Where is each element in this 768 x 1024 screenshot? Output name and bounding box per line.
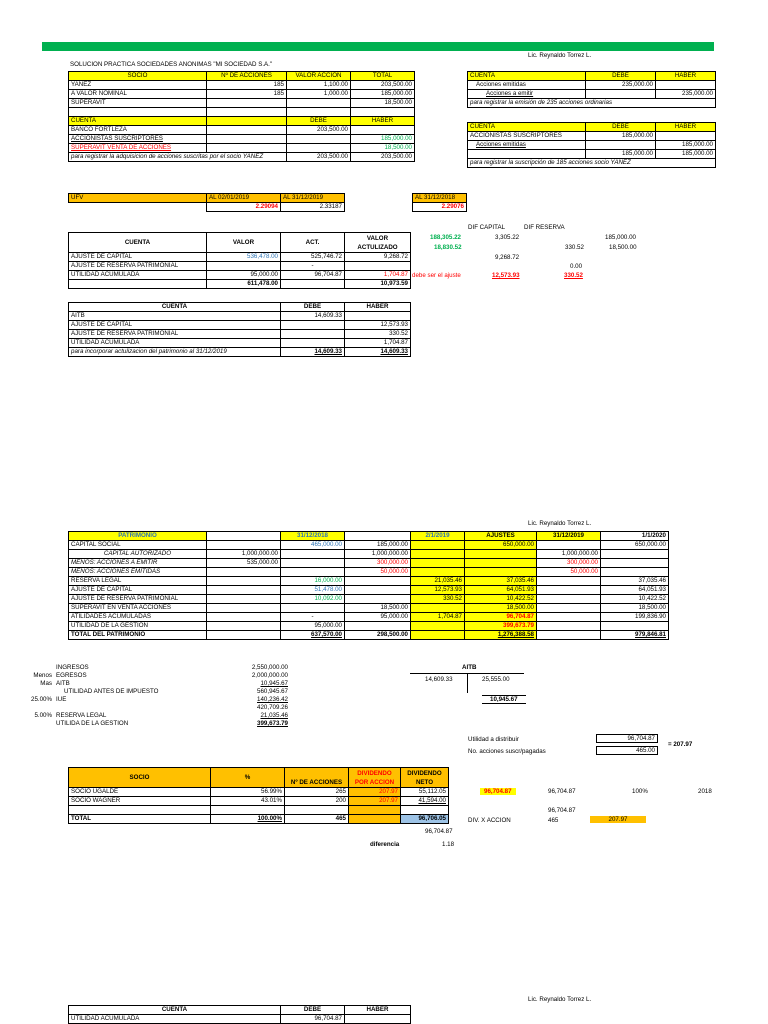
cell: 21,035.46 (411, 577, 465, 586)
cell: 1,704.87 (345, 271, 411, 280)
table-row (14, 688, 290, 696)
cell: 12,573.93 (345, 321, 411, 330)
cell: 265 (285, 788, 349, 797)
cell: TOTAL DEL PATRIMONIO (69, 631, 207, 640)
cell: ACCIONISTAS SUSCRIPTORES (468, 132, 586, 141)
div-value: 96,704.87 (425, 828, 453, 835)
cell: - (281, 262, 345, 271)
table-row (468, 159, 716, 168)
table-row (468, 132, 716, 141)
cell: 16,000.00 (281, 577, 345, 586)
util-label: Utilidad a distribuir (468, 736, 519, 743)
table-row (468, 90, 716, 99)
table-row (69, 271, 411, 280)
update-table (68, 232, 411, 289)
cell: 96,704.87 (281, 1015, 345, 1024)
cell: 64,051.93 (601, 586, 669, 595)
table-row (69, 280, 411, 289)
cell: 95,000.00 (345, 613, 411, 622)
col-div-neto: DIVIDENDO NETO (401, 768, 449, 788)
aitb-journal-table (68, 302, 411, 357)
cell: AITB (56, 680, 70, 687)
col-cuenta: CUENTA (468, 123, 586, 132)
cell: 1,000,000.00 (207, 550, 281, 559)
dif-value: 185,000.00 (605, 234, 636, 241)
cell: 185,000.00 (656, 150, 716, 159)
cell: 203,500.00 (351, 153, 415, 162)
cell: 1,276,388.58 (465, 631, 537, 640)
author-label-1: Lic. Reynaldo Torrez L. (528, 52, 592, 59)
aitb-center-line (467, 673, 468, 693)
cell: EGRESOS (56, 672, 87, 679)
cell: 1,704.87 (345, 339, 411, 348)
table-row (468, 141, 716, 150)
adjust-note: debe ser el ajuste (412, 272, 461, 279)
cell: 1,100.00 (287, 81, 351, 90)
cell: 21,035.46 (260, 712, 288, 719)
col-debe: DEBE (287, 117, 351, 126)
table-row (69, 595, 669, 604)
col-valor-accion: VALOR ACCION (287, 72, 351, 81)
col-cuenta: CUENTA (69, 233, 207, 253)
table-row (69, 153, 415, 162)
cell: para incorporar actulizacion del patrimonio al 31/12/2019 (69, 348, 281, 357)
cell: 2,550,000.00 (251, 664, 288, 671)
cell: CAPITAL AUTORIZADO (69, 550, 207, 559)
cell: 2,000,000.00 (251, 672, 288, 679)
cell (14, 688, 54, 696)
ufv-value-3: 2.29076 (413, 203, 467, 212)
div-year: 2018 (698, 788, 712, 795)
cell: UTILIDAD ACUMULADA (69, 339, 281, 348)
col-haber: HABER (345, 303, 411, 312)
cell: 25.00% (31, 696, 52, 703)
table-row (69, 99, 415, 108)
cell: 51,478.00 (281, 586, 345, 595)
div-percent: 100% (632, 788, 648, 795)
cell: 64,051.93 (465, 586, 537, 595)
col-acciones: Nº DE ACCIONES (285, 768, 349, 788)
table-row (14, 680, 290, 688)
cell: AJUSTE DE RESERVA PATRIMONIAL (69, 330, 281, 339)
cell: 1,704.87 (411, 613, 465, 622)
diferencia-label: diferencia (370, 841, 400, 848)
cell: 10,973.59 (345, 280, 411, 289)
col-debe: DEBE (281, 1006, 345, 1015)
cell: UTILIDAD ANTES DE IMPUESTO (64, 688, 159, 695)
cell: AITB (69, 312, 281, 321)
ufv-value-2: 2.33187 (281, 203, 345, 212)
cell: 14,609.33 (345, 348, 411, 357)
table-row (468, 150, 716, 159)
table-row (69, 348, 411, 357)
green-header-bar (42, 42, 714, 51)
cell: 650,000.00 (465, 541, 537, 550)
cell: ACCIONISTAS SUSCRIPTORES (69, 135, 207, 144)
shares-label: No. acciones suscr/pagadas (468, 748, 546, 755)
cell: 18,500.00 (345, 604, 411, 613)
cell: 650,000.00 (601, 541, 669, 550)
div-value: 96,704.87 (548, 807, 576, 814)
cell: BANCO FORTLEZA (69, 126, 207, 135)
table-row (69, 622, 669, 631)
table-row (69, 541, 669, 550)
cell: SOCIO WAGNER (69, 797, 211, 806)
cell: 300,000.00 (537, 559, 601, 568)
table-row (69, 586, 669, 595)
col-ajustes: AJUSTES (465, 532, 537, 541)
cell: 1,000,000.00 (345, 550, 411, 559)
cell: 18,500.00 (465, 604, 537, 613)
table-row (69, 550, 669, 559)
dif-value: 0.00 (570, 263, 583, 270)
col-patrimonio: PATRIMONIO (69, 532, 207, 541)
table-row (14, 696, 290, 704)
cell: 18,500.00 (351, 144, 415, 153)
document-title: SOLUCION PRACTICA SOCIEDADES ANONIMAS "MI SOCIEDAD S.A." (70, 61, 273, 68)
table-row (14, 672, 290, 680)
cell: 465 (285, 815, 349, 824)
cell: 12,573.93 (411, 586, 465, 595)
cell: 1,000,000.00 (537, 550, 601, 559)
cell: 95,000.00 (281, 622, 345, 631)
cell: - (281, 613, 345, 622)
cell: ATILIDADES ACUMULADAS (69, 613, 207, 622)
table-row (69, 631, 669, 640)
cell: IUE (56, 696, 67, 703)
table-row (14, 712, 290, 720)
ufv-2018-table (412, 193, 467, 212)
cell: SUPERAVIT EN VENTA ACCIONES (69, 604, 207, 613)
cell: 96,706.05 (401, 815, 449, 824)
cell: 18,500.00 (351, 99, 415, 108)
cell: 207.97 (349, 797, 401, 806)
cell: YAÑEZ (69, 81, 207, 90)
dif-value: 188,305.22 (430, 234, 461, 241)
cell: MENOS: ACCIONES EMITIDAS (69, 568, 207, 577)
cell: 330.52 (345, 330, 411, 339)
author-label-3: Lic. Reynaldo Torrez L. (528, 996, 592, 1003)
col-debe: DEBE (586, 72, 656, 81)
adjust-value: 330.52 (564, 272, 583, 279)
cell: 10,092.00 (281, 595, 345, 604)
cell: 185,000.00 (656, 141, 716, 150)
cell: RESERVA LEGAL (69, 577, 207, 586)
col-haber: HABER (656, 72, 716, 81)
cell: 43.01% (211, 797, 285, 806)
dif-value: 330.52 (565, 244, 584, 251)
diferencia-value: 1.18 (442, 841, 455, 848)
col-ufv-date1: AL 02/01/2019 (207, 194, 281, 203)
cell: 560,945.67 (257, 688, 288, 695)
div-value: 96,704.87 (548, 788, 576, 795)
emission-table (467, 71, 716, 108)
ufv-value-1: 2.29094 (207, 203, 281, 212)
cell: Acciones a emitir (468, 90, 586, 99)
cell: SOCIO UGALDE (69, 788, 211, 797)
table-row (69, 330, 411, 339)
income-statement (14, 664, 290, 728)
cell: 203,500.00 (351, 81, 415, 90)
cell: 399,673.79 (257, 720, 288, 727)
cell: Acciones emitidas (468, 141, 586, 150)
col-act: ACT. (281, 233, 345, 253)
cell: MENOS: ACCIONES A EMITIR (69, 559, 207, 568)
cell: 14,609.33 (281, 312, 345, 321)
cell: 536,478.00 (207, 253, 281, 262)
cell: AJUSTE DE CAPITAL (69, 253, 207, 262)
cell: 96,704.87 (465, 613, 537, 622)
cell: 10,422.52 (601, 595, 669, 604)
cell: 185 (207, 90, 287, 99)
col-valor-actualizado: VALOR ACTULIZADO (345, 233, 411, 253)
cell: 203,500.00 (287, 126, 351, 135)
col-percent: % (211, 768, 285, 788)
table-row (69, 135, 415, 144)
cell: INGRESOS (56, 664, 89, 671)
cell: 185 (207, 81, 287, 90)
cell: 37,035.46 (465, 577, 537, 586)
cell: UTILIDAD ACUMULADA (69, 271, 207, 280)
cell: 330.52 (411, 595, 465, 604)
cell: para registrar la emisión de 235 acciones ordinarias (468, 99, 716, 108)
table-row (69, 90, 415, 99)
col-socio: SOCIO (69, 72, 207, 81)
col-2020: 1/1/2020 (601, 532, 669, 541)
col-2019-start: 2/1/2019 (411, 532, 465, 541)
dif-value: 18,500.00 (609, 244, 637, 251)
cell: 1,000.00 (287, 90, 351, 99)
div-per-share-value: 207.97 (590, 816, 646, 823)
aitb-title: AITB (462, 664, 477, 671)
cell: 100.00% (211, 815, 285, 824)
cell: 979,846.81 (601, 631, 669, 640)
dif-reserva-label: DIF RESERVA (524, 224, 565, 231)
table-row (69, 613, 669, 622)
table-row (69, 126, 415, 135)
cell: 5.00% (34, 712, 52, 719)
table-row (69, 312, 411, 321)
table-row (69, 1015, 411, 1024)
col-haber: HABER (351, 117, 415, 126)
cell: UTILIDAD DE LA GESTION (69, 622, 207, 631)
col-acciones: Nº DE ACCIONES (207, 72, 287, 81)
cell: TOTAL (69, 815, 211, 824)
cell: A VALOR NOMINAL (69, 90, 207, 99)
cell: 185,000.00 (586, 150, 656, 159)
cell: 41,594.00 (401, 797, 449, 806)
cell: UTILIDAD ACUMULADA (69, 1015, 281, 1024)
col-ufv-date2: AL 31/12/2019 (281, 194, 345, 203)
cell: RESERVA LEGAL (56, 712, 107, 719)
table-row (69, 815, 449, 824)
col-cuenta: CUENTA (69, 1006, 281, 1015)
col-valor: VALOR (207, 233, 281, 253)
cell: 95,000.00 (207, 271, 281, 280)
cell: 96,704.87 (281, 271, 345, 280)
cell: Menos (33, 672, 52, 679)
cell: Acciones emitidas (468, 81, 586, 90)
util-value: 96,704.87 (596, 734, 658, 743)
col-socio: SOCIO (69, 768, 211, 788)
cell: para registrar la adquisicion de acciones suscritas por el socio YAÑEZ (69, 153, 287, 162)
dif-value: 3,305.22 (495, 234, 520, 241)
div-per-share-label: DIV. X ACCION (468, 817, 511, 824)
col-cuenta: CUENTA (69, 303, 281, 312)
col-cuenta: CUENTA (468, 72, 586, 81)
cell: 185,000.00 (586, 132, 656, 141)
cell: AJUSTE DE RESERVA PATRIMONIAL (69, 262, 207, 271)
table-row (468, 81, 716, 90)
cell: AJUSTE DE CAPITAL (69, 321, 281, 330)
cell: 235,000.00 (656, 90, 716, 99)
col-haber: HABER (345, 1006, 411, 1015)
table-row (14, 720, 290, 728)
table-row (69, 339, 411, 348)
cell: 611,478.00 (207, 280, 281, 289)
cell: para registrar la suscripción de 185 acciones socio YAÑEZ (468, 159, 716, 168)
cell: 200 (285, 797, 349, 806)
dif-capital-label: DIF CAPITAL (468, 224, 506, 231)
table-row (69, 568, 669, 577)
cell: 185,000.00 (351, 135, 415, 144)
table-row (468, 99, 716, 108)
col-haber: HABER (656, 123, 716, 132)
table-row (14, 704, 290, 712)
col-div-accion: DIVIDENDO POR ACCION (349, 768, 401, 788)
table-row (69, 81, 415, 90)
dif-value: 18,830.52 (434, 244, 462, 251)
cell: Mas (40, 680, 52, 687)
col-2018: 31/12/2018 (281, 532, 345, 541)
cell: 235,000.00 (586, 81, 656, 90)
cell: AJUSTE DE RESERVA PATRIMONIAL (69, 595, 207, 604)
col-ufv: UFV (69, 194, 207, 203)
cell: 10,945.67 (260, 680, 288, 687)
col-total: TOTAL (351, 72, 415, 81)
cell: 420,709.26 (257, 704, 288, 711)
div-per-share-result: = 207.97 (668, 741, 693, 748)
share-table (68, 71, 415, 162)
cell: 399,673.79 (465, 622, 537, 631)
cell: 535,000.00 (207, 559, 281, 568)
cell (14, 664, 54, 672)
final-journal-table (68, 1005, 411, 1024)
col-cuenta: CUENTA (69, 117, 207, 126)
cell: 10,422.52 (465, 595, 537, 604)
subscription-table (467, 122, 716, 168)
cell: 14,609.33 (281, 348, 345, 357)
div-highlight: 96,704.87 (480, 788, 516, 795)
cell: 50,000.00 (345, 568, 411, 577)
author-label-2: Lic. Reynaldo Torrez L. (528, 520, 592, 527)
aitb-debit: 14,609.33 (425, 676, 453, 683)
table-row (69, 253, 411, 262)
cell: 9,268.72 (345, 253, 411, 262)
aitb-credit: 25,555.00 (482, 676, 510, 683)
cell: SUPERAVIT (69, 99, 207, 108)
table-row (69, 797, 449, 806)
cell: 37,035.46 (601, 577, 669, 586)
cell: 50,000.00 (537, 568, 601, 577)
cell: 525,746.72 (281, 253, 345, 262)
cell: UTILIDA DE LA GESTION (56, 720, 129, 727)
shares-value: 465.00 (596, 746, 658, 755)
cell: 56.99% (211, 788, 285, 797)
adjust-value: 12,573.93 (492, 272, 520, 279)
equity-table (68, 531, 669, 640)
cell: CAPITAL SOCIAL (69, 541, 207, 550)
cell: 55,112.05 (401, 788, 449, 797)
cell: 298,500.00 (345, 631, 411, 640)
table-row (69, 144, 415, 153)
table-row (69, 262, 411, 271)
cell: 18,500.00 (601, 604, 669, 613)
cell: 637,570.00 (281, 631, 345, 640)
table-row (69, 604, 669, 613)
col-debe: DEBE (586, 123, 656, 132)
dif-value: 9,268.72 (495, 254, 520, 261)
col-ufv-2018: AL 31/12/2018 (413, 194, 467, 203)
cell: 300,000.00 (345, 559, 411, 568)
cell: AJUSTE DE CAPITAL (69, 586, 207, 595)
table-row (69, 577, 669, 586)
col-2019-end: 31/12/2019 (537, 532, 601, 541)
cell: 465,000.00 (281, 541, 345, 550)
cell: 185,000.00 (351, 90, 415, 99)
ufv-table (68, 193, 345, 212)
cell: 140,236.42 (257, 696, 288, 703)
table-row (69, 559, 669, 568)
cell: 203,500.00 (287, 153, 351, 162)
cell: 199,836.90 (601, 613, 669, 622)
cell: 185,000.00 (345, 541, 411, 550)
table-row (69, 321, 411, 330)
dividend-table (68, 767, 449, 824)
cell: SUPERAVIT VENTA DE ACCIONES (69, 144, 207, 153)
col-debe: DEBE (281, 303, 345, 312)
cell: 207.97 (349, 788, 401, 797)
aitb-balance: 10,945.67 (482, 695, 526, 704)
div-shares: 465 (548, 817, 559, 824)
table-row (69, 788, 449, 797)
table-row (14, 664, 290, 672)
